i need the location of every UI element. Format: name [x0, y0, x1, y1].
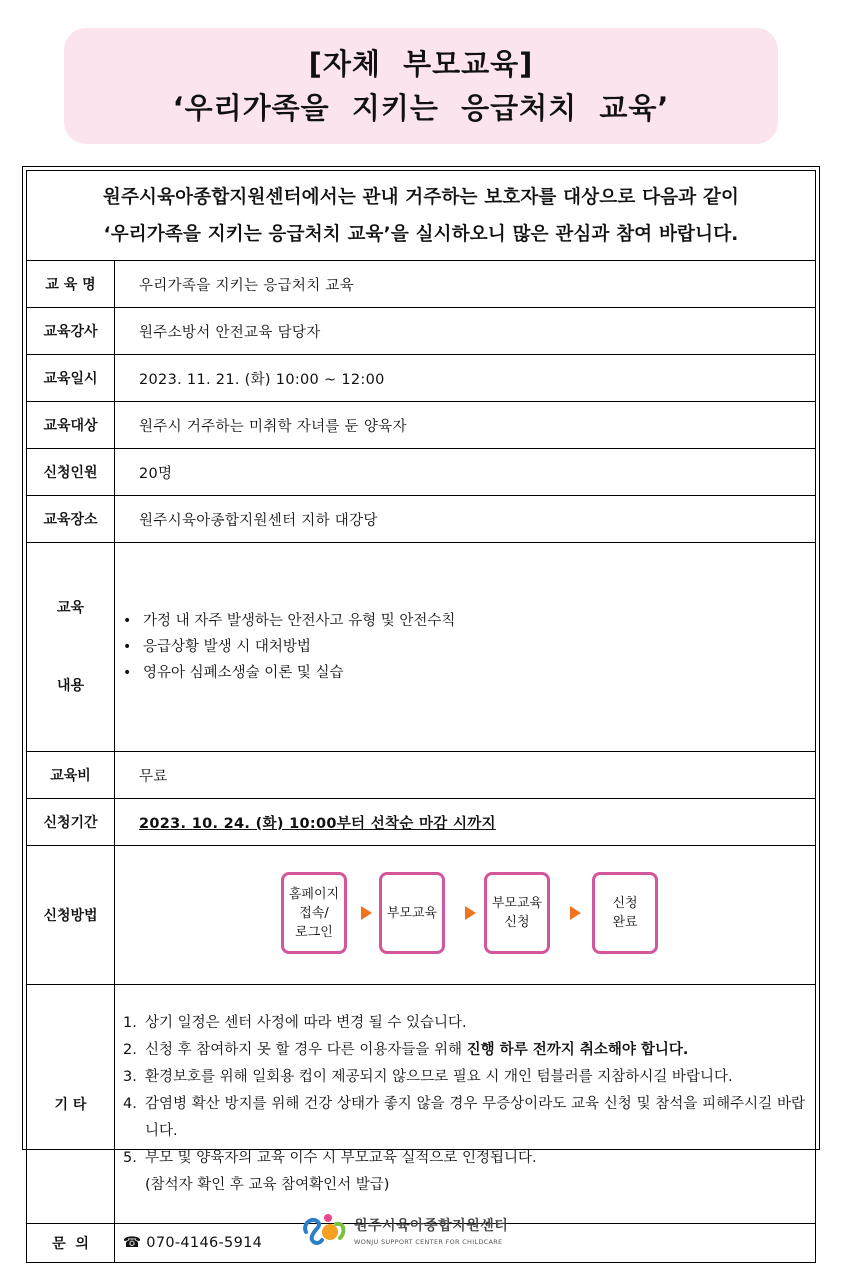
value-period	[115, 799, 816, 846]
note-number: 5.	[123, 1149, 137, 1166]
note-text: 환경보호를 위해 일회용 컵이 제공되지 않으므로 필요 시 개인 텀블러를 지참하시길 바랍니다.	[145, 1068, 733, 1085]
notes-list	[115, 1000, 815, 1209]
value-instructor: 원주소방서 안전교육 담당자	[115, 308, 816, 355]
label-place: 교육장소	[27, 496, 115, 543]
application-flow	[115, 846, 815, 984]
center-logo-icon	[300, 1210, 348, 1250]
period-text: 2023. 10. 24. (화) 10:00부터 선착순 마감 시까지	[139, 815, 496, 832]
content-item: • 영유아 심폐소생술 이론 및 실습	[143, 660, 815, 686]
info-table	[26, 170, 816, 1263]
intro-line-2: ‘우리가족을 지키는 응급처치 교육’을 실시하오니 많은 관심과 참여 바랍니다.	[103, 223, 739, 245]
row-capacity	[27, 449, 816, 496]
footer-org-name-en: WONJU SUPPORT CENTER FOR CHILDCARE	[354, 1237, 503, 1246]
content-list	[115, 608, 815, 686]
title-line-1: [자체 부모교육]	[308, 47, 534, 81]
note-text: 부모 및 양육자의 교육 이수 시 부모교육 실적으로 인정됩니다.	[145, 1149, 537, 1166]
row-datetime	[27, 355, 816, 402]
phone-number: 070-4146-5914	[146, 1235, 263, 1251]
row-etc	[27, 985, 816, 1224]
row-name	[27, 261, 816, 308]
label-contact: 문 의	[27, 1224, 115, 1263]
value-name: 우리가족을 지키는 응급처치 교육	[115, 261, 816, 308]
label-period: 신청기간	[27, 799, 115, 846]
note-text: 신청 후 참여하지 못 할 경우 다른 이용자들을 위해	[145, 1041, 467, 1058]
footer-logo-block	[300, 1208, 560, 1252]
content-item: • 가정 내 자주 발생하는 안전사고 유형 및 안전수칙	[143, 608, 815, 634]
label-content-line-2: 내용	[56, 678, 85, 694]
value-target: 원주시 거주하는 미취학 자녀를 둔 양육자	[115, 402, 816, 449]
intro-row	[27, 171, 816, 261]
row-method	[27, 846, 816, 985]
note-item	[115, 1037, 805, 1064]
title-banner	[64, 28, 778, 144]
value-etc	[115, 985, 816, 1224]
arrow-right-icon	[465, 906, 476, 920]
step-apply-complete: 신청 완료	[592, 872, 658, 954]
value-method	[115, 846, 816, 985]
note-number: 3.	[123, 1068, 137, 1085]
footer-org-name: 원주시육아종합지원센터	[354, 1217, 509, 1234]
note-number: 2.	[123, 1041, 137, 1058]
label-fee: 교육비	[27, 752, 115, 799]
label-content-line-1: 교육	[56, 600, 85, 616]
content-item: • 응급상황 발생 시 대처방법	[143, 634, 815, 660]
value-place: 원주시육아종합지원센터 지하 대강당	[115, 496, 816, 543]
step-parent-education: 부모교육	[379, 872, 445, 954]
note-item-extra	[115, 1172, 805, 1199]
row-fee	[27, 752, 816, 799]
note-extra-text: (참석자 확인 후 교육 참여확인서 발급)	[145, 1176, 390, 1193]
title-line-2: ‘우리가족을 지키는 응급처치 교육’	[172, 91, 670, 125]
note-item	[115, 1091, 805, 1145]
note-item	[115, 1145, 805, 1172]
row-instructor	[27, 308, 816, 355]
label-datetime: 교육일시	[27, 355, 115, 402]
row-target	[27, 402, 816, 449]
label-etc: 기 타	[27, 985, 115, 1224]
label-capacity: 신청인원	[27, 449, 115, 496]
intro-line-1: 원주시육아종합지원센터에서는 관내 거주하는 보호자를 대상으로 다음과 같이	[102, 186, 740, 208]
note-number: 4.	[123, 1095, 137, 1112]
footer-text	[354, 1215, 508, 1246]
row-period	[27, 799, 816, 846]
label-instructor: 교육강사	[27, 308, 115, 355]
note-emphasis: 진행 하루 전까지 취소해야 합니다.	[466, 1041, 689, 1058]
label-method: 신청방법	[27, 846, 115, 985]
label-name: 교 육 명	[27, 261, 115, 308]
value-fee: 무료	[115, 752, 816, 799]
label-target: 교육대상	[27, 402, 115, 449]
value-datetime: 2023. 11. 21. (화) 10:00 ~ 12:00	[115, 355, 816, 402]
note-number: 1.	[123, 1014, 137, 1031]
arrow-right-icon	[570, 906, 581, 920]
value-capacity: 20명	[115, 449, 816, 496]
value-content	[115, 543, 816, 752]
label-content	[27, 543, 115, 752]
note-item	[115, 1064, 805, 1091]
intro-text	[27, 171, 816, 261]
note-item	[115, 1010, 805, 1037]
step-parent-education-apply: 부모교육 신청	[484, 872, 550, 954]
step-homepage-login: 홈페이지 접속/ 로그인	[281, 872, 347, 954]
note-text: 감염병 확산 방지를 위해 건강 상태가 좋지 않을 경우 무증상이라도 교육 신청 및 참석을 피해주시길 바랍니다.	[145, 1095, 805, 1139]
phone-icon: ☎	[123, 1235, 142, 1251]
note-text: 상기 일정은 센터 사정에 따라 변경 될 수 있습니다.	[145, 1014, 467, 1031]
arrow-right-icon	[361, 906, 372, 920]
row-content	[27, 543, 816, 752]
row-place	[27, 496, 816, 543]
